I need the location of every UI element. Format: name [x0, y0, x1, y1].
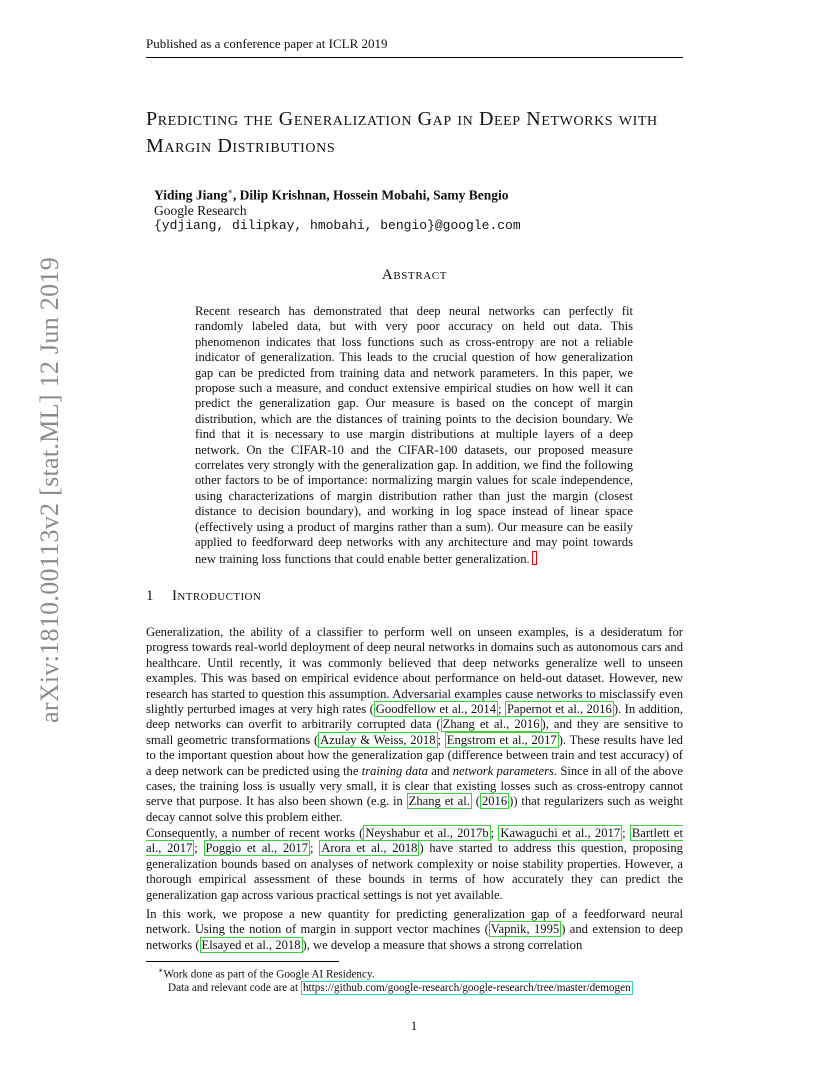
text-run: ; [622, 826, 630, 840]
abstract-text [195, 304, 633, 567]
text-run: ) and extension to deep networks ( [146, 922, 684, 952]
text-run: ). In addition, deep networks can overfit to arbitrarily corrupted data ( [146, 702, 683, 732]
section-number: 1 [146, 588, 154, 604]
intro-paragraph-3 [146, 907, 683, 953]
text-run: Generalization, the ability of a classifier to perform well on unseen examples, is a desideratum for progress towards real-world deployment of deep neural networks in domains such as autonomous cars and healthcare. Until recently, it was commonly believed that deep networks generalize well to unseen examples. This was based on empirical evidence about performance on held-out dataset. However, new research has started to question this assumption. Adversarial examples cause networks to misclassify even slightly perturbed images at very high rates ( [146, 625, 683, 717]
footnote-1-text: Work done as part of the Google AI Residency. [163, 968, 375, 981]
section-title: Introduction [172, 588, 262, 604]
text-run: ), we develop a measure that shows a strong correlation [302, 937, 583, 952]
text-run: and [427, 763, 453, 778]
emphasis-text: training data [361, 763, 428, 778]
affiliation: Google Research [154, 202, 247, 218]
citation-link[interactable]: Goodfellow et al., 2014 [375, 702, 497, 717]
text-run: ) have started to address this question, proposing generalization bounds based on analyses of network complexity or noise stability properties. However, a thorough empirical assessment of these bounds in terms of how accurately they can predict the generalization gap across various practical settings is not yet available. [146, 841, 683, 902]
citation-link[interactable]: Neyshabur et al., 2017b [365, 826, 489, 840]
author-footnote-mark: ∗ [227, 187, 233, 196]
code-url-link[interactable]: https://github.com/google-research/google-research/tree/master/demogen [302, 982, 631, 995]
emphasis-text: network parameters [452, 763, 554, 778]
citation-link[interactable]: Vapnik, 1995 [490, 922, 560, 937]
author-block [154, 184, 674, 233]
text-run: ; [310, 841, 320, 856]
abstract-body: Recent research has demonstrated that deep neural networks can perfectly fit randomly labeled data, but with very poor accuracy on held out data. This phenomenon indicates that loss functions such as cross-entropy are not a reliable indicator of generalization. This leads to the crucial question of how generalization gap can be predicted from training data and network parameters. In this paper, we propose such a measure, and conduct extensive empirical studies on how well it can predict the generalization gap. Our measure is based on the concept of margin distribution, which are the distances of training points to the decision boundary. We find that it is necessary to use margin distributions at multiple layers of a deep network. On the CIFAR-10 and the CIFAR-100 datasets, our proposed measure correlates very strongly with the generalization gap. In addition, we find the following other factors to be of importance: normalizing margin values for scale independence, using characterizations of margin distribution rather than just the margin (closest distance to decision boundary), and working in log space instead of linear space (effectively using a product of margins rather than a sum). Our measure can be easily applied to feedforward deep networks with any architecture and may point towards new training loss functions that could enable better generalization. [195, 304, 633, 566]
citation-link[interactable]: Zhang et al. [408, 794, 470, 809]
citation-link[interactable]: Kawaguchi et al., 2017 [500, 826, 621, 840]
arxiv-stamp-text: arXiv:1810.00113v2 [stat.ML] 12 Jun 2019 [35, 257, 64, 723]
text-run: In this work, we propose a new quantity for predicting generalization gap of a feedforward neural network. Using the notion of margin in support vector machines ( [146, 907, 683, 937]
text-run: )) that regularizers such as weight decay cannot solve this problem either. [146, 794, 683, 824]
text-run: Consequently, a number of recent works ( [146, 826, 364, 840]
citation-link[interactable]: Papernot et al., 2016 [506, 702, 612, 717]
first-author: Yiding Jiang [154, 187, 228, 203]
author-emails: {ydjiang, dilipkay, hmobahi, bengio}@google.com [154, 217, 521, 233]
paper-title: Predicting the Generalization Gap in Deep Networks with Margin Distributions [146, 108, 658, 157]
text-run: ; [490, 826, 499, 840]
text-run: ). These results have led to the important question about how the generalization gap (difference between train and test accuracy) of a deep network can be predicted using the [146, 732, 683, 778]
citation-link[interactable]: Engstrom et al., 2017 [446, 732, 557, 747]
citation-link[interactable]: Zhang et al., 2016 [442, 717, 540, 732]
footnote-1 [158, 964, 698, 982]
footnotes [158, 964, 698, 996]
other-authors: , Dilip Krishnan, Hossein Mobahi, Samy Bengio [232, 187, 509, 203]
footnote-mark: ∗ [158, 966, 164, 975]
text-run: ; [437, 732, 445, 747]
text-run: . Since in all of the above cases, the training loss is usually very small, it is clear that existing losses such as cross-entropy cannot serve that purpose. It has also been shown (e.g. in [146, 763, 683, 809]
citation-link[interactable]: 2016 [481, 794, 508, 809]
running-header: Published as a conference paper at ICLR 2019 [146, 36, 683, 58]
section-heading-introduction [146, 588, 683, 605]
citation-link[interactable]: Poggio et al., 2017 [205, 841, 309, 856]
text-run: ), and they are sensitive to small geometric transformations ( [146, 717, 684, 747]
text-run: ( [471, 794, 480, 809]
citation-link[interactable]: Arora et al., 2018 [321, 841, 418, 856]
abstract-heading: Abstract [381, 267, 448, 283]
intro-paragraph-1 [146, 625, 683, 825]
footnote-2-text: Data and relevant code are at [168, 982, 301, 995]
text-run: ; [194, 841, 204, 856]
citation-link[interactable]: Elsayed et al., 2018 [201, 937, 301, 952]
footnote-2 [158, 982, 698, 996]
citation-link[interactable]: Bartlett et al., 2017 [146, 826, 683, 856]
footnote-rule [146, 961, 339, 962]
footnote-link-box[interactable] [532, 551, 537, 565]
citation-link[interactable]: Azulay & Weiss, 2018 [320, 732, 436, 747]
page-number: 1 [410, 1018, 418, 1033]
intro-paragraph-2 [146, 826, 683, 903]
author-names [154, 184, 674, 203]
text-run: ; [498, 702, 505, 717]
